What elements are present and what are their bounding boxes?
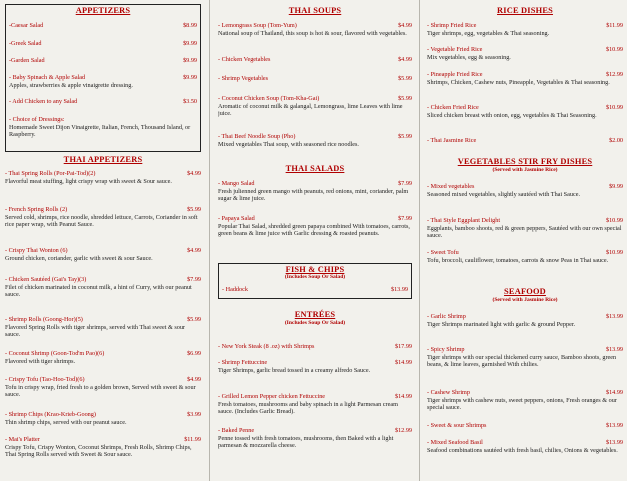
menu-item	[5, 276, 201, 299]
menu-item-description: Flavorful meat stuffing, light crispy wrap with sweet & Sour sauce.	[5, 177, 172, 185]
menu-item-price: $3.99	[187, 411, 201, 418]
menu-item-line	[5, 436, 201, 444]
menu-item-line	[5, 411, 201, 419]
menu-item-description: Tiger shrimps with our special thickened curry sauce, Bamboo shoots, green beans, & lime leaves, garnished With chilies.	[427, 353, 617, 369]
menu-item-line	[5, 170, 201, 178]
menu-item-name: - Pineapple Fried Rice	[427, 71, 483, 78]
menu-item-name: - Mango Salad	[218, 180, 255, 187]
menu-item-price: $10.99	[605, 249, 623, 256]
menu-item-name: - Coconut Chicken Soup (Tom-Kha-Gai)	[218, 95, 320, 102]
menu-item-price: $14.99	[605, 389, 623, 396]
menu-item-line	[427, 46, 623, 54]
menu-item-line	[5, 206, 201, 214]
menu-item-name: - Shrimp Fettuccine	[218, 359, 268, 366]
menu-item	[427, 313, 623, 328]
menu-item	[5, 376, 201, 399]
menu-item-description: Penne tossed with fresh tomatoes, mushrooms, then Baked with a light parmesan & mozzarella cheese.	[218, 434, 394, 450]
menu-item-name: - Chicken Fried Rice	[427, 104, 479, 111]
menu-item-line	[427, 439, 623, 447]
menu-item-price: $4.99	[187, 376, 201, 383]
menu-item	[5, 206, 201, 229]
menu-item	[9, 116, 197, 139]
menu-item-description: Flavored Spring Rolls with tiger shrimps, served with Thai sweet & sour sauce.	[5, 323, 185, 339]
menu-item	[427, 183, 623, 198]
menu-item-line	[427, 389, 623, 397]
menu-item	[427, 71, 623, 86]
entrees-title: ENTRÉES	[294, 310, 336, 319]
menu-item	[427, 439, 623, 454]
menu-item	[427, 137, 623, 145]
menu-item-name: - Coconut Shrimp (Goon-Tod'm Pao)(6)	[5, 350, 105, 357]
menu-item-price: $7.99	[398, 180, 412, 187]
rice-dishes-title: RICE DISHES	[497, 6, 553, 15]
thai-soups-title: THAI SOUPS	[288, 6, 342, 15]
menu-item-line	[9, 22, 197, 30]
menu-item	[427, 22, 623, 37]
menu-item-name: - Thai Style Eggplant Delight	[427, 217, 501, 224]
menu-item-price: $5.99	[187, 316, 201, 323]
menu-item-description: Mix vegetables, egg & seasoning.	[427, 53, 511, 61]
menu-item	[222, 286, 408, 294]
menu-item-price: $13.99	[605, 346, 623, 353]
menu-item-price: $12.99	[605, 71, 623, 78]
menu-item-price: $6.99	[187, 350, 201, 357]
menu-item-description: National soup of Thailand, this soup is hot & sour, flavored with vegetables.	[218, 29, 407, 37]
menu-item-price: $10.99	[605, 217, 623, 224]
menu-item-price: $13.99	[390, 286, 408, 293]
menu-item	[218, 180, 412, 203]
menu-item-price: $7.99	[398, 215, 412, 222]
menu-item-price: $4.99	[398, 56, 412, 63]
menu-item-line	[218, 56, 412, 64]
menu-item-name: -Greek Salad	[9, 40, 42, 47]
menu-item-name: - Baby Spinach & Apple Salad	[9, 74, 86, 81]
menu-item-description: Eggplants, bamboo shoots, red & green peppers, Sautéed with our own special sauce.	[427, 224, 622, 240]
menu-item-name: - Cashew Shrimp	[427, 389, 470, 396]
menu-item	[9, 98, 197, 106]
menu-item-name: - Grilled Lemon Pepper chicken Fettuccine	[218, 393, 326, 400]
menu-item	[427, 46, 623, 61]
menu-item-description: Apples, strawberries & apple vinaigrette dressing.	[9, 81, 133, 89]
menu-item	[218, 215, 412, 238]
menu-item-line	[218, 180, 412, 188]
menu-item-name: - Add Chicken to any Salad	[9, 98, 78, 105]
menu-item-line	[5, 376, 201, 384]
menu-item-name: - Mai's Platter	[5, 436, 40, 443]
menu-item-line	[5, 276, 201, 284]
menu-item-name: - Vegetable Fried Rice	[427, 46, 483, 53]
menu-item-line	[427, 71, 623, 79]
menu-item-description: Ground chicken, coriander, garlic with sweet & sour Sauce.	[5, 254, 153, 262]
menu-item-name: - Garlic Shrimp	[427, 313, 466, 320]
menu-item-name: - Crispy Tofu (Tao-Hoo-Tod)(6)	[5, 376, 85, 383]
menu-item-price: $10.99	[605, 104, 623, 111]
menu-item-name: - Shrimp Rolls (Goong-Hor)(5)	[5, 316, 83, 323]
menu-item-line	[427, 313, 623, 321]
menu-item-description: Homemade Sweet Dijon Vinaigrette, Italian, French, Thousand Island, or Raspberry.	[9, 123, 191, 139]
menu-item	[5, 411, 201, 426]
column-left	[5, 0, 201, 481]
menu-item-price: $5.99	[187, 206, 201, 213]
menu-item-name: - Crispy Thai Wonton (6)	[5, 247, 68, 254]
menu-item-price: $2.00	[609, 137, 623, 144]
menu-item	[427, 217, 623, 240]
menu-item-name: - Sweet Tofu	[427, 249, 459, 256]
menu-item-description: Aromatic of coconut milk & galangal, Lemongrass, lime Leaves with lime juice.	[218, 102, 403, 118]
menu-item-price: $14.99	[394, 359, 412, 366]
menu-item-name: - Mixed Seafood Basil	[427, 439, 483, 446]
menu-item-line	[427, 22, 623, 30]
menu-item-name: - Spicy Shrimp	[427, 346, 465, 353]
menu-item-description: Popular Thai Salad, shredded green papaya combined With tomatoes, carrots, green beans & lime juice with Garlic dressing & roasted peanuts.	[218, 222, 410, 238]
menu-item	[218, 75, 412, 83]
menu-item-line	[218, 133, 412, 141]
menu-item-name: - Sweet & sour Shrimps	[427, 422, 487, 429]
menu-item-name: - Mixed vegetables	[427, 183, 475, 190]
menu-item	[218, 95, 412, 118]
menu-item-description: Flavored with tiger shrimps.	[5, 357, 76, 365]
menu-item-price: $9.99	[183, 74, 197, 81]
menu-item-description: Shrimps, Chicken, Cashew nuts, Pineapple, Vegetables & Thai seasoning.	[427, 78, 610, 86]
appetizers-title: APPETIZERS	[75, 6, 131, 15]
menu-item-line	[427, 422, 623, 430]
menu-item-line	[218, 95, 412, 103]
menu-item-line	[427, 346, 623, 354]
fold-line-right	[419, 0, 420, 481]
menu-item-name: - Thai Jasmine Rice	[427, 137, 477, 144]
menu-item	[427, 104, 623, 119]
seafood-title: SEAFOOD	[504, 287, 546, 296]
menu-item-name: - Papaya Salad	[218, 215, 255, 222]
menu-item-price: $10.99	[605, 46, 623, 53]
menu-item-name: - Baked Penne	[218, 427, 255, 434]
menu-item-line	[427, 137, 623, 145]
menu-item	[9, 40, 197, 48]
menu-item-name: - New York Steak (8 .oz) with Shrimps	[218, 343, 315, 350]
stir-fry-title: VEGETABLES STIR FRY DISHES	[457, 157, 593, 166]
thai-salads-title: THAI SALADS	[285, 164, 345, 173]
menu-item-description: Tofu, broccoli, cauliflower, tomatoes, carrots & snow Peas in Thai sauce.	[427, 256, 609, 264]
menu-item	[9, 57, 197, 65]
menu-item-description: Mixed vegetables Thai soup, with seasoned rice noodles.	[218, 140, 359, 148]
menu-item-price: $5.99	[398, 133, 412, 140]
menu-item	[9, 74, 197, 89]
menu-item-price: $4.99	[187, 247, 201, 254]
menu-item-price: $13.99	[605, 439, 623, 446]
menu-item-name: - Chicken Vegetables	[218, 56, 271, 63]
menu-item	[218, 133, 412, 148]
menu-item-name: - Shrimp Fried Rice	[427, 22, 477, 29]
menu-item-price: $14.99	[394, 393, 412, 400]
menu-item-line	[427, 104, 623, 112]
menu-item-name: - Shrimp Chips (Krao-Krieb-Goong)	[5, 411, 96, 418]
menu-item-description: Seasoned mixed vegetables, slightly sautéed with Thai Sauce.	[427, 190, 580, 198]
entrees-subtitle: (Includes Soup Or Salad)	[284, 320, 346, 326]
menu-item-line	[5, 350, 201, 358]
menu-item	[5, 170, 201, 185]
menu-item-name: - Thai Beef Noodle Soup (Pho)	[218, 133, 296, 140]
menu-item	[218, 359, 412, 374]
menu-item-name: - Chicken Sautéed (Gai's Tay)(3)	[5, 276, 87, 283]
fish-chips-title: FISH & CHIPS	[285, 265, 345, 274]
menu-item-price: $4.99	[187, 170, 201, 177]
menu-item-line	[5, 316, 201, 324]
menu-item-line	[9, 74, 197, 82]
menu-item-price: $9.99	[183, 57, 197, 64]
menu-item	[427, 389, 623, 412]
menu-item-price: $7.99	[187, 276, 201, 283]
menu-item-description: Fresh julienned green mango with peanuts, red onions, mint, coriander, palm sugar & lime juice.	[218, 187, 409, 203]
menu-item-description: Crispy Tofu, Crispy Wonton, Coconut Shrimps, Fresh Rolls, Shrimp Chips, Thai Spring Rolls served with Sweet & Sour sauce.	[5, 443, 192, 459]
menu-item	[5, 436, 201, 459]
column-middle	[218, 0, 412, 481]
menu-item-name: - Lemongrass Soup (Tom-Yum)	[218, 22, 297, 29]
menu-item-line	[218, 75, 412, 83]
menu-item-price: $8.99	[183, 22, 197, 29]
menu-item-line	[5, 247, 201, 255]
menu-item-line	[222, 286, 408, 294]
menu-item-price: $13.99	[605, 313, 623, 320]
menu-item	[218, 343, 412, 351]
menu-item	[218, 393, 412, 416]
menu-item-line	[218, 393, 412, 401]
menu-item-description: Thin shrimp chips, served with our peanut sauce.	[5, 418, 127, 426]
menu-item-line	[218, 359, 412, 367]
menu-item-description: Tiger Shrimps, garlic bread tossed in a creamy alfredo Sauce.	[218, 366, 371, 374]
fish-chips-subtitle: (Includes Soup Or Salad)	[284, 274, 346, 280]
menu-item-description: Tofu in crispy wrap, fried fresh to a golden brown, Served with sweet & sour sauce.	[5, 383, 196, 399]
menu-item	[5, 350, 201, 365]
menu-item-price: $5.99	[398, 75, 412, 82]
menu-item-price: $11.99	[606, 22, 623, 29]
fold-line-left	[209, 0, 210, 481]
menu-item-line	[218, 343, 412, 351]
menu-item-line	[427, 183, 623, 191]
menu-item-description: Filet of chicken marinated in coconut milk, a hint of Curry, with our peanut sauce.	[5, 283, 192, 299]
menu-item-description: Served cold, shrimps, rice noodle, shredded lettuce, Carrots, Coriander in soft rice paper wrap, with Peanut Sauce.	[5, 213, 198, 229]
menu-item-line	[9, 40, 197, 48]
menu-item-description: Seafood combinations sautéed with fresh basil, chilies, Onions & vegetables.	[427, 446, 618, 454]
menu-item-name: -Caesar Salad	[9, 22, 44, 29]
menu-item-description: Tiger shrimps with cashew nuts, sweet peppers, onions, Fresh oranges & our special sauce.	[427, 396, 617, 412]
menu-item	[5, 316, 201, 339]
thai-appetizers-title: THAI APPETIZERS	[63, 155, 143, 164]
menu-item-line	[218, 427, 412, 435]
menu-item-name: - Haddock	[222, 286, 248, 293]
menu-item-price: $13.99	[605, 422, 623, 429]
menu-item	[9, 22, 197, 30]
menu-item-price: $4.99	[398, 22, 412, 29]
menu-item-description: Fresh tomatoes, mushrooms and baby spinach in a light Parmesan cream sauce. (Includes Garlic Bread).	[218, 400, 398, 416]
menu-item	[427, 346, 623, 369]
menu-item-price: $9.99	[609, 183, 623, 190]
menu-item	[218, 427, 412, 450]
menu-item-name: -Garden Salad	[9, 57, 45, 64]
menu-item-name: - Choice of Dressings:	[9, 116, 65, 123]
menu-item-line	[9, 98, 197, 106]
seafood-subtitle: (Served with Jasmine Rice)	[492, 297, 558, 303]
menu-item	[427, 249, 623, 264]
menu-item-price: $11.99	[184, 436, 201, 443]
menu-item-line	[427, 249, 623, 257]
menu-item-price: $3.50	[183, 98, 197, 105]
menu-item	[5, 247, 201, 262]
menu-item-price: $17.99	[394, 343, 412, 350]
menu-item	[218, 56, 412, 64]
menu-item-line	[427, 217, 623, 225]
menu-item-line	[218, 22, 412, 30]
menu-item-price: $5.99	[398, 95, 412, 102]
menu-item-line	[9, 116, 197, 124]
menu-item-description: Sliced chicken breast with onion, egg, vegetables & Thai Seasoning.	[427, 111, 597, 119]
menu-item-description: Tiger shrimps, egg, vegetables & Thai seasoning.	[427, 29, 550, 37]
menu-item-line	[218, 215, 412, 223]
menu-item-name: - Shrimp Vegetables	[218, 75, 269, 82]
menu-item-description: Tiger Shrimps marinated light with garlic & ground Pepper.	[427, 320, 576, 328]
menu-item-price: $12.99	[394, 427, 412, 434]
stir-fry-subtitle: (Served with Jasmine Rice)	[492, 167, 558, 173]
menu-item-name: - French Spring Rolls (2)	[5, 206, 68, 213]
menu-item-price: $9.99	[183, 40, 197, 47]
menu-item	[218, 22, 412, 37]
menu-item-name: - Thai Spring Rolls (Por-Pai-Tod)(2)	[5, 170, 96, 177]
column-right	[427, 0, 623, 481]
menu-item	[427, 422, 623, 430]
menu-item-line	[9, 57, 197, 65]
